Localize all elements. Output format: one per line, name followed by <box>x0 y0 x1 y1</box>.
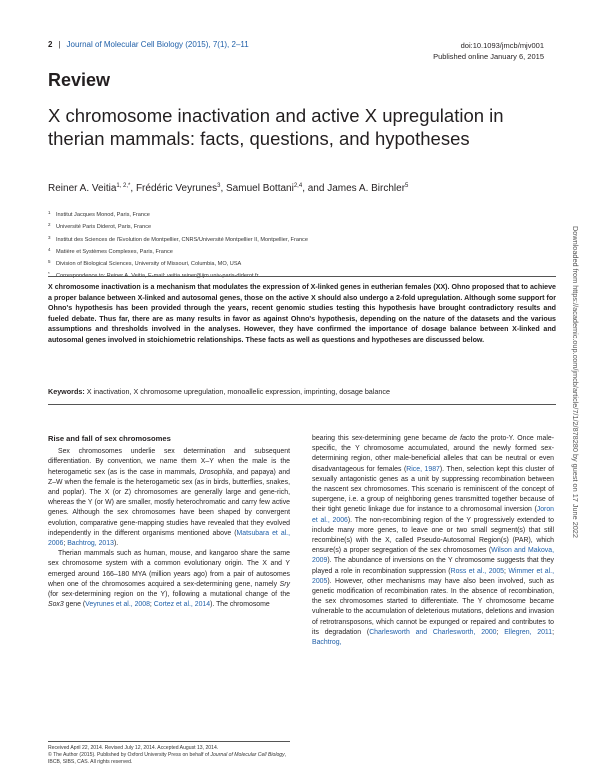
text-run: ). The non-recombining region of the Y progressively extended to include many more genes, to leave one or two small segment(s) that still recombine(s) with the X, called Pseudo-Autosomal Region(s) (PAR), which ensure(s) a proper segregation of the sex chromosomes ( <box>312 516 554 555</box>
page-number: 2 <box>48 40 53 49</box>
citation-link[interactable]: Joron et al., 2006 <box>312 506 554 524</box>
citation-link[interactable]: Bachtrog, <box>312 639 342 647</box>
footnote-rule <box>48 741 290 742</box>
affiliation-list <box>48 208 308 282</box>
citation-link[interactable]: Wimmer et al., 2005 <box>312 567 554 585</box>
text-run: bearing this sex-determining gene became <box>312 435 450 442</box>
author-list <box>48 183 408 194</box>
running-header <box>48 40 249 49</box>
text-run: Sex chromosomes underlie sex determination and subsequent differentiation. By convention, we name them X–Y when the male is the heterogametic sex (as is the case in mammals, <box>48 448 290 476</box>
author-affiliation-mark: 3 <box>217 183 221 189</box>
affiliation-text: Université Paris Diderot, Paris, France <box>56 224 152 231</box>
text-run: ). However, other mechanisms may have also been involved, such as genetic modification of recombination rates. In the absence of recombination, the sex chromosomes started to differentiate. The Y chromosome became vulnerable to the accumulation of deleterious mutations, deletions and invasion of retrotransposons, which cannot be expunged or repaired and contributes to its degradation ( <box>312 577 554 636</box>
citation-link[interactable]: Veyrunes et al., 2008 <box>85 601 150 609</box>
affiliation-text: Institut des Sciences de l'Evolution de Montpellier, CNRS/Université Montpellier II, Montpellier, France <box>56 236 308 243</box>
text-run: ; <box>504 567 509 575</box>
affiliation-item <box>48 220 308 232</box>
text-run: (for sex-determining region on the Y), following a mutational change of the <box>48 591 290 599</box>
citation-link[interactable]: Rice, 1987 <box>406 465 440 473</box>
paragraph <box>48 549 290 610</box>
affiliation-mark: 2 <box>48 222 51 228</box>
keywords <box>48 387 390 396</box>
species-name: Drosophila <box>199 468 233 476</box>
author-separator: , and <box>302 183 328 194</box>
text-run: ). Then, selection kept this cluster of sexually antagonistic genes as a unit by suppressing recombination between the nascent sex chromosomes. This scenario is reminiscent of the concept of supergene, i.e. a group of neighboring genes transmitted together because of their tight genetic linkage due for instance to a chromosomal inversion ( <box>312 465 554 514</box>
author-name[interactable]: James A. Birchler <box>327 183 406 194</box>
author-affiliation-mark: 1, 2,* <box>116 183 131 189</box>
affiliation-item <box>48 257 308 269</box>
author-separator: , <box>220 183 227 194</box>
paragraph <box>312 434 554 648</box>
text-run: ). <box>113 540 119 548</box>
italic-term: de facto <box>449 435 476 442</box>
text-run: ). The chromosome <box>210 601 270 609</box>
gene-name: Sry <box>279 580 290 588</box>
affiliation-item <box>48 245 308 257</box>
affiliation-item <box>48 233 308 245</box>
citation-link[interactable]: Ross et al., 2005 <box>450 567 505 575</box>
text-run: ; <box>552 628 554 636</box>
text-run: the proto-Y. Once male-specific, the Y chromosome accumulated, around the newly formed sex-determining region, other male-beneficial alleles that can be neutral or even disadvantageous for females ( <box>312 435 554 473</box>
text-run: ; <box>149 601 154 609</box>
download-watermark-text: Downloaded from https://academic.oup.com/jmcb/article/7/1/2/878280 by guest on 17 June 2022 <box>571 226 580 538</box>
citation-link[interactable]: Matsubara et al., 2006 <box>48 529 291 548</box>
published-date: Published online January 6, 2015 <box>433 52 544 61</box>
affiliation-mark: 5 <box>48 259 51 265</box>
article-type: Review <box>48 70 111 90</box>
author-name[interactable]: Frédéric Veyrunes <box>135 183 218 194</box>
footnote <box>48 745 290 767</box>
article-title: X chromosome inactivation and active X upregulation in therian mammals: facts, questions, and hypotheses <box>48 105 504 149</box>
copyright <box>48 752 290 766</box>
keywords-bottom-rule <box>48 404 556 405</box>
section-heading: Rise and fall of sex chromosomes <box>48 434 171 443</box>
affiliation-mark: 4 <box>48 246 51 252</box>
citation-link[interactable]: Cortez et al., 2014 <box>153 601 211 609</box>
author-affiliation-mark: 5 <box>405 183 409 189</box>
citation-link[interactable]: Charlesworth and Charlesworth, 2000 <box>369 628 497 636</box>
right-column <box>312 434 554 648</box>
keywords-text: X inactivation, X chromosome upregulation, monoallelic expression, imprinting, dosage balance <box>86 387 390 396</box>
author-separator: , <box>130 183 136 194</box>
header-separator: | <box>58 40 61 49</box>
text-run: gene ( <box>63 601 86 609</box>
paragraph <box>48 447 290 549</box>
affiliation-text: Institut Jacques Monod, Paris, France <box>56 212 150 218</box>
citation-link[interactable]: Bachtrog, 2013 <box>67 540 114 548</box>
text-run: , and papaya) and Z–W when the female is the heterogametic sex (as in birds, butterflies, snakes, and poplar). The X (or Z) chromosomes are generally large and gene-rich, whereas the Y (or W) are smaller, mostly heterochromatic and carry few active genes. Although the sex chromosomes have been shaped by convergent evolution, comparative gene-mapping studies have revealed that they evolved independently in the different organisms mentioned above ( <box>48 468 290 537</box>
keywords-label: Keywords: <box>48 387 85 396</box>
correspondence-text[interactable]: Correspondence to: Reiner A. Veitia, E-mail: veitia.reiner@ijm.univ-paris-diderot.fr <box>56 273 259 280</box>
left-column <box>48 434 290 610</box>
text-run: ; <box>496 628 505 636</box>
text-run: © The Author (2015). Published by Oxford University Press on behalf of <box>48 752 211 759</box>
affiliation-text: Division of Biological Sciences, University of Missouri, Columbia, MO, USA <box>56 261 242 268</box>
affiliation-mark: 3 <box>48 234 51 240</box>
citation-link[interactable]: Ellegren, 2011 <box>504 628 553 636</box>
affiliation-text: Matière et Systèmes Complexes, Paris, France <box>56 248 173 255</box>
received-dates: Received April 22, 2014. Revised July 12, 2014. Accepted August 13, 2014. <box>48 745 219 751</box>
author-affiliation-mark: 2,4 <box>293 183 303 189</box>
author-name[interactable]: Reiner A. Veitia <box>48 183 117 194</box>
text-run: ). The abundance of inversions on the Y chromosome suggests that they played a role in recombination suppression ( <box>312 557 554 575</box>
doi-block <box>433 40 544 62</box>
journal-name: Journal of Molecular Cell Biology <box>210 752 285 759</box>
affiliation-item <box>48 208 308 220</box>
citation-link[interactable]: Wilson and Makova, 2009 <box>312 547 554 565</box>
text-run: Therian mammals such as human, mouse, and kangaroo share the same sex chromosome system with a common evolutionary origin. The X and Y emerged around 166–180 MYA (million years ago) from a pair of autosomes when one of the chromosomes acquired a sex-determining gene, namely <box>48 550 290 588</box>
author-name[interactable]: Samuel Bottani <box>226 183 294 194</box>
download-watermark <box>571 226 581 576</box>
text-run: , IBCB, SIBS, CAS. All rights reserved. <box>48 752 287 766</box>
journal-reference-link[interactable]: Journal of Molecular Cell Biology (2015), 7(1), 2–11 <box>66 40 249 49</box>
doi-link[interactable]: doi:10.1093/jmcb/mjv001 <box>460 41 544 50</box>
affiliation-mark: 1 <box>48 210 51 215</box>
text-run: ; <box>63 540 68 548</box>
affiliation-mark: * <box>48 271 50 277</box>
gene-name: Sox3 <box>48 601 64 609</box>
abstract: X chromosome inactivation is a mechanism that modulates the expression of X-linked genes in eutherian females (XX). Ohno proposed that to achieve a proper balance between X-linked and autosomal genes, those on the active X should also undergo a 2-fold upregulation. Although some support for Ohno's hypothesis has been provided through the years, recent genomic studies testing this hypothesis have brought contradictory results and fueled debate. Thus far, there are as many results in favor as against Ohno's hypothesis, depending on the nature of the datasets and the various assumptions and thresholds involved in the analyses. However, they have confirmed the importance of dosage balance between X-linked and autosomal genes involved in stoichiometric relationships. These facts as well as questions and hypotheses are discussed below. <box>48 283 556 344</box>
abstract-top-rule <box>48 276 556 277</box>
